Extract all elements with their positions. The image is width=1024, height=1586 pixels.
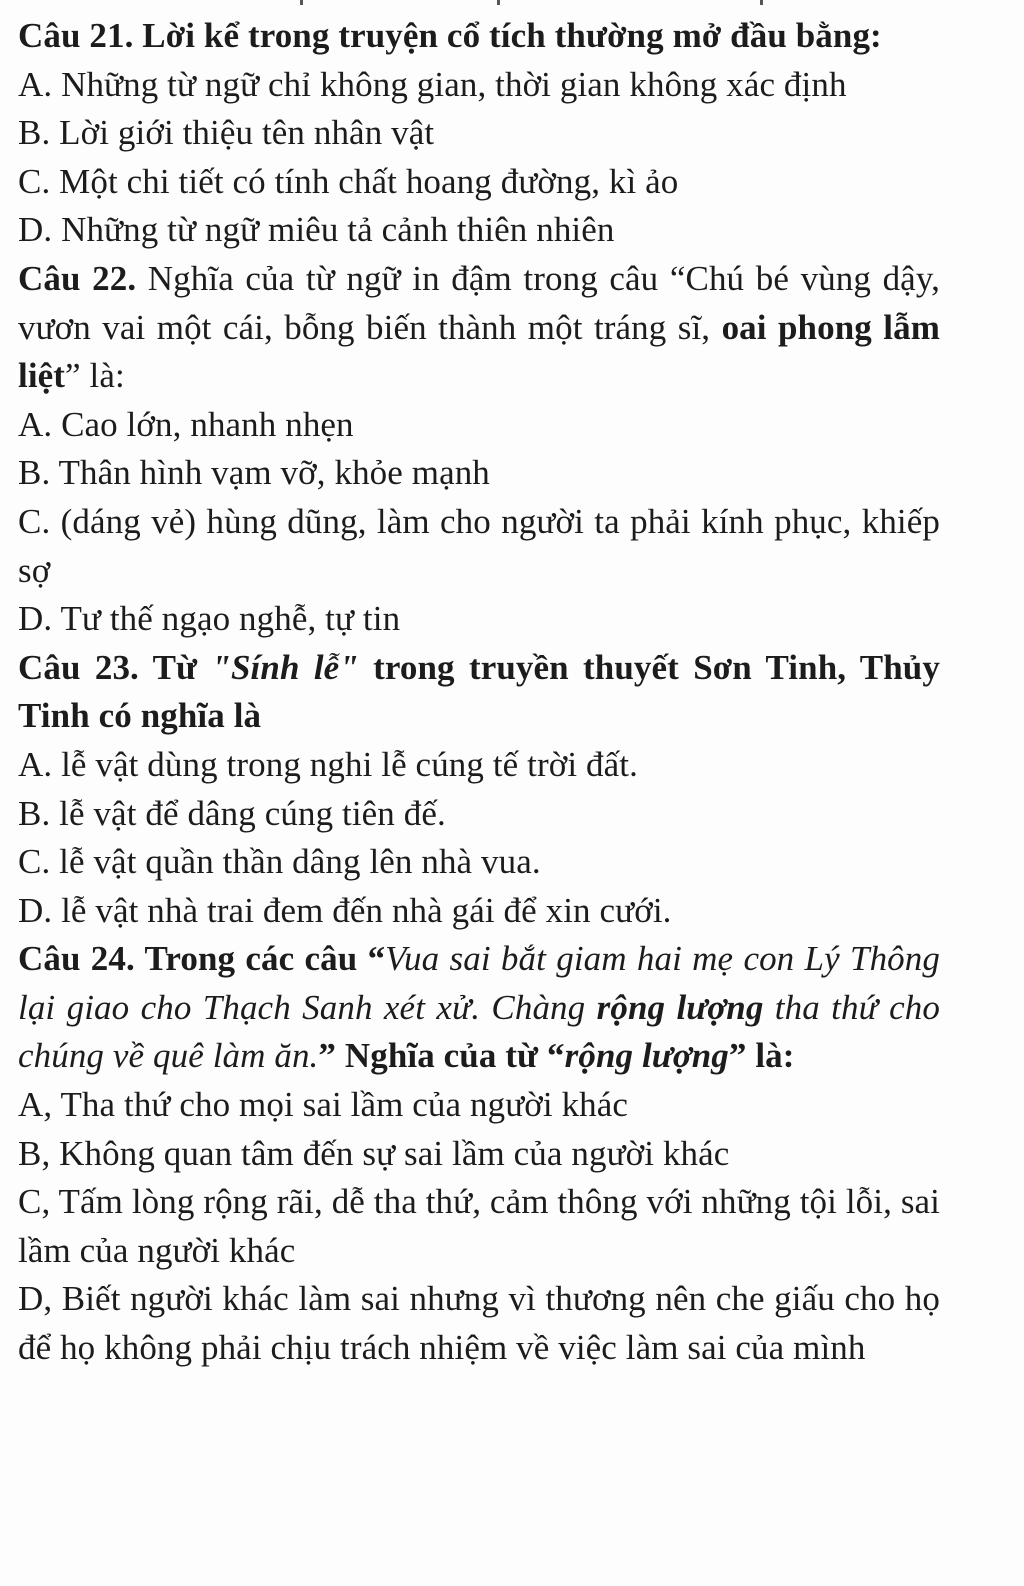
question-23-option-c: C. lễ vật quần thần dâng lên nhà vua. bbox=[18, 842, 541, 882]
question-23-text-pre: Từ bbox=[138, 647, 212, 687]
question-24-option-d: D, Biết người khác làm sai nhưng vì thương nên che giấu cho họ để họ không phải chịu trách nhiệm về việc làm sai của mình bbox=[18, 1279, 940, 1368]
question-22-option-a: A. Cao lớn, nhanh nhẹn bbox=[18, 404, 354, 444]
question-23-option-b: B. lễ vật để dâng cúng tiên đế. bbox=[18, 793, 446, 833]
top-edge-marks bbox=[0, 0, 1024, 8]
question-24-term: rộng lượng bbox=[564, 1036, 729, 1076]
question-24-text-end: ” là: bbox=[728, 1036, 795, 1076]
question-24-option-b: B, Không quan tâm đến sự sai lầm của người khác bbox=[18, 1133, 730, 1173]
question-24-label: Câu 24. bbox=[18, 939, 135, 979]
question-24-option-c: C, Tấm lòng rộng rãi, dễ tha thứ, cảm thông với những tội lỗi, sai lầm của người khác bbox=[18, 1182, 940, 1270]
question-23-label: Câu 23. bbox=[18, 647, 139, 687]
question-21-text: Lời kể trong truyện cổ tích thường mở đầu bằng: bbox=[133, 16, 882, 55]
question-22-option-c: C. (dáng vẻ) hùng dũng, làm cho người ta phải kính phục, khiếp sợ bbox=[18, 501, 940, 590]
question-21-option-c: C. Một chi tiết có tính chất hoang đường, kì ảo bbox=[18, 161, 679, 201]
question-21-option-b: B. Lời giới thiệu tên nhân vật bbox=[18, 113, 435, 153]
question-24-text-pre: Trong các câu “ bbox=[134, 939, 386, 979]
question-23-option-a: A. lễ vật dùng trong nghi lễ cúng tế trời đất. bbox=[18, 744, 638, 784]
exam-text bbox=[18, 12, 940, 1373]
question-23-option-d: D. lễ vật nhà trai đem đến nhà gái để xin cưới. bbox=[18, 890, 672, 930]
question-22-bold-phrase: oai phong lẫm liệt bbox=[18, 307, 940, 396]
question-23-stem bbox=[18, 644, 940, 741]
question-22-label: Câu 22. bbox=[18, 258, 137, 298]
question-24-quote-part-2: tha thứ cho chúng về quê làm ăn. bbox=[18, 987, 940, 1076]
question-22-text-tail: ” là: bbox=[65, 356, 125, 396]
question-21-stem bbox=[18, 12, 940, 61]
question-21-option-a: A. Những từ ngữ chỉ không gian, thời gian không xác định bbox=[18, 64, 847, 104]
question-24-option-a: A, Tha thứ cho mọi sai lầm của người khác bbox=[18, 1085, 629, 1125]
question-22-option-b: B. Thân hình vạm vỡ, khỏe mạnh bbox=[18, 453, 490, 493]
question-24-stem bbox=[18, 935, 940, 1081]
question-22-option-d: D. Tư thế ngạo nghễ, tự tin bbox=[18, 599, 401, 639]
question-21-option-d: D. Những từ ngữ miêu tả cảnh thiên nhiên bbox=[18, 210, 615, 250]
question-24-text-mid: ” Nghĩa của từ “ bbox=[318, 1036, 565, 1076]
question-24-quote-part-1: Vua sai bắt giam hai mẹ con Lý Thông lại giao cho Thạch Sanh xét xử. Chàng bbox=[18, 939, 940, 1027]
question-24-quote-bold-term: rộng lượng bbox=[596, 987, 764, 1027]
question-22-text: Nghĩa của từ ngữ in đậm trong câu “Chú bé vùng dậy, vươn vai một cái, bỗng biến thành một tráng sĩ, bbox=[18, 258, 940, 347]
question-22-stem bbox=[18, 255, 940, 401]
question-23-text-post: trong truyền thuyết Sơn Tinh, Thủy Tinh có nghĩa là bbox=[18, 647, 940, 736]
question-23-term: "Sính lễ" bbox=[211, 647, 359, 687]
question-21-label: Câu 21. bbox=[18, 16, 134, 55]
